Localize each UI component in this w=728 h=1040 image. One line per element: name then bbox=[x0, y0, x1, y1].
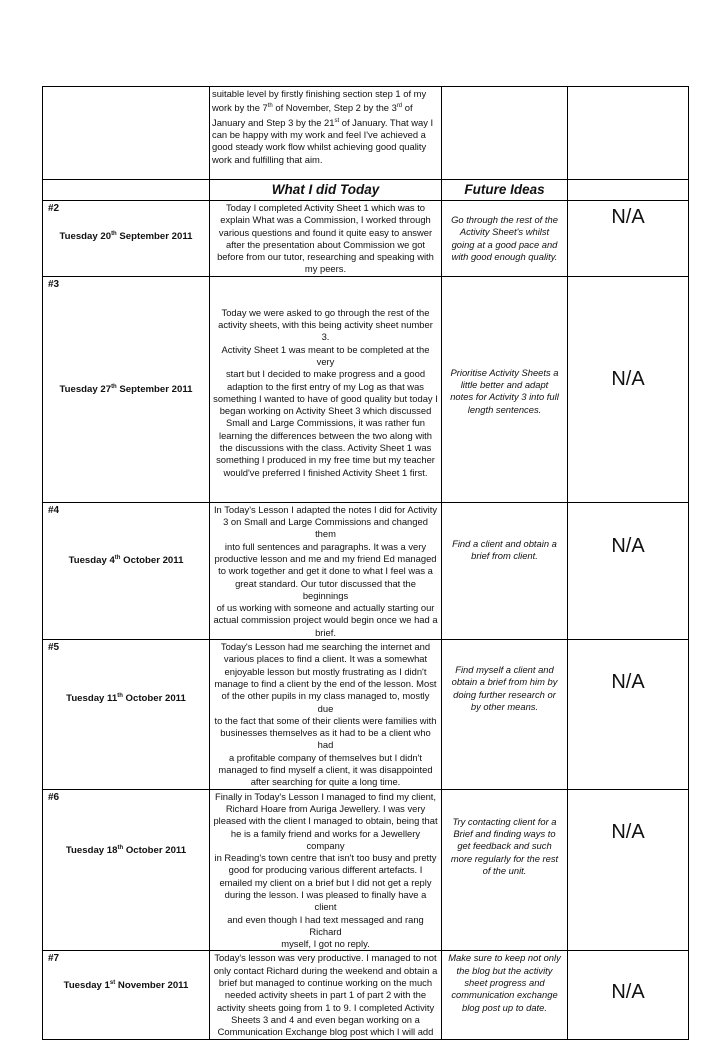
entry-future-text: Prioritise Activity Sheets a little better and adapt notes for Activity 3 into full length sentences. bbox=[442, 276, 568, 502]
entry-number: #6 bbox=[48, 791, 60, 803]
entry-date-cell bbox=[43, 951, 210, 1039]
entry-future-text: Find a client and obtain a brief from client. bbox=[442, 502, 568, 639]
entry-response: N/A bbox=[568, 502, 689, 639]
entry-date: Tuesday 1st November 2011 bbox=[63, 980, 189, 992]
entry-number: #7 bbox=[48, 953, 60, 965]
entry-number: #5 bbox=[48, 642, 60, 654]
entry-date-cell bbox=[43, 502, 210, 639]
entry-date-cell bbox=[43, 640, 210, 790]
entry-response: N/A bbox=[568, 640, 689, 790]
entry-response: N/A bbox=[568, 789, 689, 951]
entry-date: Tuesday 27th September 2011 bbox=[59, 383, 193, 395]
entry-today-text: Today we were asked to go through the rest of the activity sheets, with this being activity sheet number 3. Activity Sheet 1 was meant to be completed at the very start but I decided to make progress and a good adaption to the first entry of my Log as that was something I wanted to have of good quality but today I began working on Activity Sheet 3 which discussed Small and Large Commissions, it was rather fun learning the differences between the two along with the discussions with the class. Activity Sheet 1 was something I produced in my free time but my teacher would've preferred I finished Activity Sheet 1 first. bbox=[210, 276, 442, 502]
header-future-ideas: Future Ideas bbox=[442, 180, 568, 201]
entry-response: N/A bbox=[568, 276, 689, 502]
header-response-cell bbox=[568, 180, 689, 201]
entry-date: Tuesday 11th October 2011 bbox=[66, 693, 186, 705]
intro-line: work by the 7th of November, Step 2 by the 3rd of bbox=[212, 102, 413, 114]
intro-line: good steady work flow whilst achieving good quality bbox=[212, 141, 427, 153]
intro-future-cell bbox=[442, 87, 568, 180]
entry-today-text: Finally in Today's Lesson I managed to find my client, Richard Hoare from Auriga Jewellery. I was very pleased with the client I managed to obtain, being that he is a family friend and works for a Jewellery company in Reading's town centre that isn't too busy and pretty good for producing various different artefacts. I emailed my client on a brief but I did not get a reply during the lesson. I was pleased to finally have a client and even though I had text messaged and rang Richard myself, I got no reply. bbox=[210, 789, 442, 951]
entry-future-text: Go through the rest of the Activity Sheet's whilst going at a good pace and with good enough quality. bbox=[442, 201, 568, 277]
log-entry-row bbox=[43, 640, 689, 790]
entry-number: #2 bbox=[48, 203, 60, 214]
entry-number: #4 bbox=[48, 504, 60, 516]
entry-future-text: Make sure to keep not only the blog but the activity sheet progress and communication exchange blog post up to date. bbox=[442, 951, 568, 1039]
log-entry-row bbox=[43, 201, 689, 277]
entry-date-cell bbox=[43, 201, 210, 277]
entry-future-text: Try contacting client for a Brief and finding ways to get feedback and such more regularly for the rest of the unit. bbox=[442, 789, 568, 951]
intro-response-cell bbox=[568, 87, 689, 180]
intro-line: work and fulfilling that aim. bbox=[212, 153, 323, 165]
entry-number: #3 bbox=[48, 278, 60, 290]
entry-response: N/A bbox=[568, 201, 689, 277]
header-what-i-did-today: What I did Today bbox=[210, 180, 442, 201]
entry-future-text: Find myself a client and obtain a brief from him by doing further research or by other means. bbox=[442, 640, 568, 790]
entry-date: Tuesday 4th October 2011 bbox=[68, 554, 184, 566]
header-row bbox=[43, 180, 689, 201]
intro-line: suitable level by firstly finishing section step 1 of my bbox=[212, 88, 427, 99]
intro-row bbox=[43, 87, 689, 180]
entry-date-cell bbox=[43, 789, 210, 951]
log-entry-row bbox=[43, 276, 689, 502]
entry-date: Tuesday 20th September 2011 bbox=[59, 231, 193, 243]
entry-response: N/A bbox=[568, 951, 689, 1039]
entry-today-text: Today's Lesson had me searching the internet and various places to find a client. It was a somewhat enjoyable lesson but mostly frustrating as I didn't manage to find a client by the end of the lesson. Most of the other pupils in my class managed to, mostly due to the fact that some of their clients were families with businesses themselves as it had to be a client who had a profitable company of themselves but I didn't managed to find myself a client, it was disappointed after searching for quite a long time. bbox=[210, 640, 442, 790]
log-entry-row bbox=[43, 789, 689, 951]
entry-date: Tuesday 18th October 2011 bbox=[65, 844, 187, 856]
entry-today-text: Today's lesson was very productive. I managed to not only contact Richard during the weekend and obtain a brief but managed to continue working on the much needed activity sheets in part 1 of part 2 with the activity sheets going from 1 to 9. I completed Activity Sheets 3 and 4 and even began working on a Communication Exchange blog post which I will add bbox=[210, 951, 442, 1039]
intro-line: January and Step 3 by the 21st of January. That way I bbox=[212, 116, 434, 128]
header-empty-cell bbox=[43, 180, 210, 201]
entry-today-text: In Today's Lesson I adapted the notes I did for Activity 3 on Small and Large Commissions and changed them into full sentences and paragraphs. It was a very productive lesson and me and my friend Ed managed to work together and get it done to what I feel was a great standard. Our tutor discussed that the beginnings of us working with someone and actually starting our actual commission project would begin once we had a brief. bbox=[210, 502, 442, 639]
learning-log-table bbox=[42, 86, 689, 1040]
entry-today-text: Today I completed Activity Sheet 1 which was to explain What was a Commission, I worked through various questions and found it quite easy to answer after the presentation about Commission we got before from our tutor, researching and speaking with my peers. bbox=[210, 201, 442, 277]
intro-empty-cell bbox=[43, 87, 210, 180]
log-entry-row bbox=[43, 502, 689, 639]
log-entry-row bbox=[43, 951, 689, 1039]
entry-date-cell bbox=[43, 276, 210, 502]
intro-line: can be happy with my work and feel I've achieved a bbox=[212, 129, 426, 141]
intro-text bbox=[210, 87, 442, 180]
